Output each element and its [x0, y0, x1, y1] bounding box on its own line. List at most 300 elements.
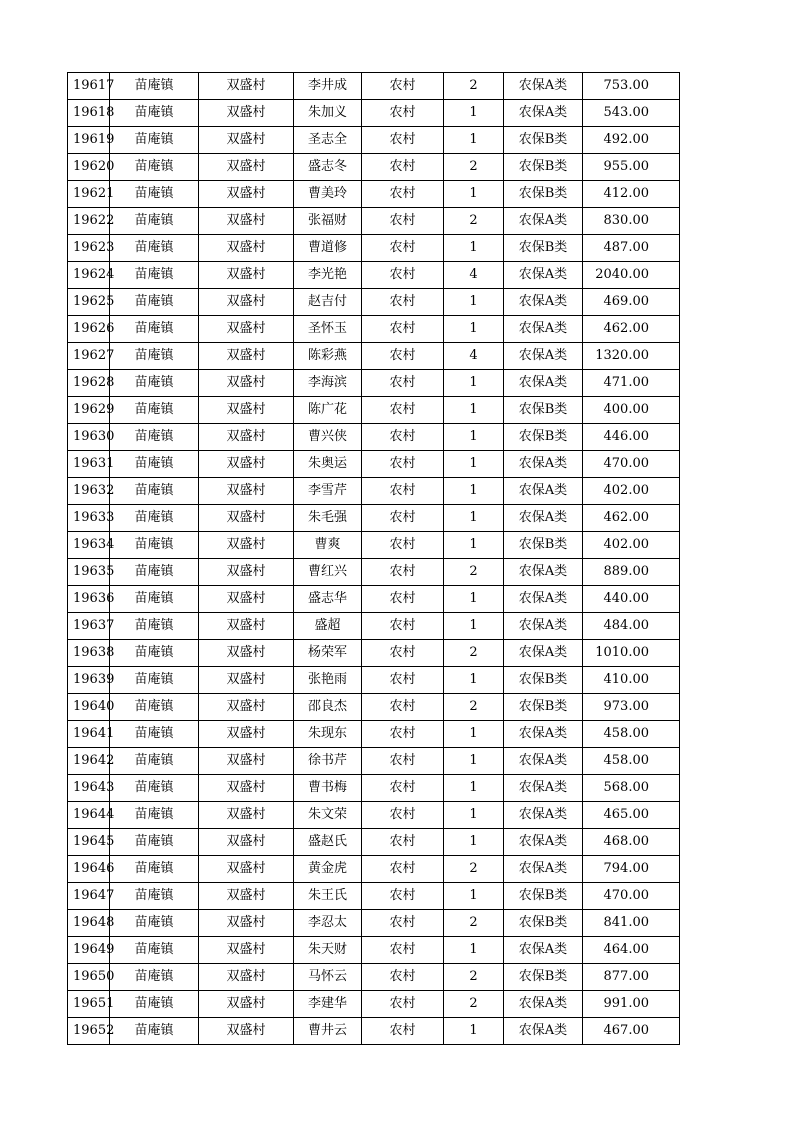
village-cell: 双盛村	[199, 883, 294, 910]
household-count-cell: 1	[444, 505, 504, 532]
name-cell: 曹红兴	[294, 559, 362, 586]
town-cell: 苗庵镇	[110, 748, 199, 775]
household-count-cell: 1	[444, 829, 504, 856]
name-cell: 盛超	[294, 613, 362, 640]
village-cell: 双盛村	[199, 208, 294, 235]
village-cell: 双盛村	[199, 424, 294, 451]
town-cell: 苗庵镇	[110, 235, 199, 262]
serial-number-cell: 19631	[68, 451, 110, 478]
table-row	[68, 694, 680, 721]
category-cell: 农保A类	[504, 991, 583, 1018]
serial-number-cell: 19646	[68, 856, 110, 883]
area-type-cell: 农村	[362, 883, 444, 910]
town-cell: 苗庵镇	[110, 667, 199, 694]
household-count-cell: 1	[444, 451, 504, 478]
name-cell: 黄金虎	[294, 856, 362, 883]
household-count-cell: 2	[444, 991, 504, 1018]
area-type-cell: 农村	[362, 235, 444, 262]
town-cell: 苗庵镇	[110, 181, 199, 208]
table-row	[68, 883, 680, 910]
table-row	[68, 100, 680, 127]
category-cell: 农保A类	[504, 586, 583, 613]
serial-number-cell: 19641	[68, 721, 110, 748]
category-cell: 农保A类	[504, 1018, 583, 1045]
village-cell: 双盛村	[199, 559, 294, 586]
category-cell: 农保B类	[504, 910, 583, 937]
serial-number-cell: 19627	[68, 343, 110, 370]
town-cell: 苗庵镇	[110, 883, 199, 910]
serial-number-cell: 19651	[68, 991, 110, 1018]
table-row	[68, 451, 680, 478]
household-count-cell: 2	[444, 856, 504, 883]
category-cell: 农保A类	[504, 316, 583, 343]
name-cell: 圣怀玉	[294, 316, 362, 343]
name-cell: 朱天财	[294, 937, 362, 964]
household-count-cell: 1	[444, 667, 504, 694]
amount-cell: 402.00	[583, 478, 680, 505]
area-type-cell: 农村	[362, 100, 444, 127]
category-cell: 农保B类	[504, 532, 583, 559]
category-cell: 农保A类	[504, 937, 583, 964]
village-cell: 双盛村	[199, 937, 294, 964]
table-row	[68, 154, 680, 181]
area-type-cell: 农村	[362, 127, 444, 154]
village-cell: 双盛村	[199, 667, 294, 694]
name-cell: 李井成	[294, 73, 362, 100]
household-count-cell: 1	[444, 586, 504, 613]
amount-cell: 2040.00	[583, 262, 680, 289]
table-row	[68, 586, 680, 613]
area-type-cell: 农村	[362, 181, 444, 208]
name-cell: 赵吉付	[294, 289, 362, 316]
table-row	[68, 775, 680, 802]
category-cell: 农保B类	[504, 667, 583, 694]
village-cell: 双盛村	[199, 100, 294, 127]
category-cell: 农保A类	[504, 775, 583, 802]
table-row	[68, 991, 680, 1018]
amount-cell: 889.00	[583, 559, 680, 586]
village-cell: 双盛村	[199, 748, 294, 775]
category-cell: 农保A类	[504, 640, 583, 667]
village-cell: 双盛村	[199, 802, 294, 829]
amount-cell: 471.00	[583, 370, 680, 397]
table-row	[68, 802, 680, 829]
category-cell: 农保A类	[504, 721, 583, 748]
village-cell: 双盛村	[199, 289, 294, 316]
amount-cell: 468.00	[583, 829, 680, 856]
amount-cell: 1010.00	[583, 640, 680, 667]
village-cell: 双盛村	[199, 181, 294, 208]
area-type-cell: 农村	[362, 856, 444, 883]
amount-cell: 830.00	[583, 208, 680, 235]
area-type-cell: 农村	[362, 262, 444, 289]
village-cell: 双盛村	[199, 154, 294, 181]
area-type-cell: 农村	[362, 505, 444, 532]
table-row	[68, 559, 680, 586]
data-table	[67, 72, 680, 1045]
area-type-cell: 农村	[362, 829, 444, 856]
area-type-cell: 农村	[362, 991, 444, 1018]
amount-cell: 568.00	[583, 775, 680, 802]
table-row	[68, 235, 680, 262]
table-row	[68, 262, 680, 289]
area-type-cell: 农村	[362, 208, 444, 235]
name-cell: 李忍太	[294, 910, 362, 937]
category-cell: 农保B类	[504, 694, 583, 721]
serial-number-cell: 19617	[68, 73, 110, 100]
town-cell: 苗庵镇	[110, 154, 199, 181]
name-cell: 陈广花	[294, 397, 362, 424]
amount-cell: 410.00	[583, 667, 680, 694]
name-cell: 盛赵氏	[294, 829, 362, 856]
town-cell: 苗庵镇	[110, 856, 199, 883]
table-body	[68, 73, 680, 1045]
town-cell: 苗庵镇	[110, 559, 199, 586]
table-row	[68, 937, 680, 964]
name-cell: 朱文荣	[294, 802, 362, 829]
table-row	[68, 613, 680, 640]
name-cell: 朱奥运	[294, 451, 362, 478]
town-cell: 苗庵镇	[110, 910, 199, 937]
serial-number-cell: 19623	[68, 235, 110, 262]
amount-cell: 1320.00	[583, 343, 680, 370]
table-row	[68, 208, 680, 235]
serial-number-cell: 19630	[68, 424, 110, 451]
serial-number-cell: 19619	[68, 127, 110, 154]
category-cell: 农保B类	[504, 397, 583, 424]
household-count-cell: 4	[444, 262, 504, 289]
village-cell: 双盛村	[199, 910, 294, 937]
area-type-cell: 农村	[362, 613, 444, 640]
household-count-cell: 1	[444, 316, 504, 343]
amount-cell: 543.00	[583, 100, 680, 127]
amount-cell: 470.00	[583, 451, 680, 478]
area-type-cell: 农村	[362, 451, 444, 478]
area-type-cell: 农村	[362, 964, 444, 991]
town-cell: 苗庵镇	[110, 829, 199, 856]
town-cell: 苗庵镇	[110, 424, 199, 451]
town-cell: 苗庵镇	[110, 73, 199, 100]
household-count-cell: 2	[444, 910, 504, 937]
village-cell: 双盛村	[199, 775, 294, 802]
name-cell: 李海滨	[294, 370, 362, 397]
serial-number-cell: 19629	[68, 397, 110, 424]
serial-number-cell: 19625	[68, 289, 110, 316]
town-cell: 苗庵镇	[110, 478, 199, 505]
area-type-cell: 农村	[362, 775, 444, 802]
town-cell: 苗庵镇	[110, 937, 199, 964]
household-count-cell: 1	[444, 613, 504, 640]
serial-number-cell: 19626	[68, 316, 110, 343]
household-count-cell: 1	[444, 235, 504, 262]
town-cell: 苗庵镇	[110, 964, 199, 991]
area-type-cell: 农村	[362, 1018, 444, 1045]
amount-cell: 402.00	[583, 532, 680, 559]
serial-number-cell: 19640	[68, 694, 110, 721]
town-cell: 苗庵镇	[110, 640, 199, 667]
area-type-cell: 农村	[362, 586, 444, 613]
amount-cell: 487.00	[583, 235, 680, 262]
serial-number-cell: 19649	[68, 937, 110, 964]
table-row	[68, 532, 680, 559]
category-cell: 农保A类	[504, 856, 583, 883]
category-cell: 农保A类	[504, 208, 583, 235]
area-type-cell: 农村	[362, 802, 444, 829]
serial-number-cell: 19637	[68, 613, 110, 640]
household-count-cell: 1	[444, 802, 504, 829]
household-count-cell: 2	[444, 964, 504, 991]
household-count-cell: 1	[444, 532, 504, 559]
table-row	[68, 127, 680, 154]
amount-cell: 484.00	[583, 613, 680, 640]
name-cell: 李建华	[294, 991, 362, 1018]
table-row	[68, 748, 680, 775]
village-cell: 双盛村	[199, 1018, 294, 1045]
town-cell: 苗庵镇	[110, 586, 199, 613]
serial-number-cell: 19628	[68, 370, 110, 397]
category-cell: 农保A类	[504, 289, 583, 316]
table-row	[68, 397, 680, 424]
name-cell: 邵良杰	[294, 694, 362, 721]
area-type-cell: 农村	[362, 532, 444, 559]
amount-cell: 462.00	[583, 505, 680, 532]
village-cell: 双盛村	[199, 397, 294, 424]
area-type-cell: 农村	[362, 424, 444, 451]
name-cell: 杨荣军	[294, 640, 362, 667]
household-count-cell: 1	[444, 181, 504, 208]
table-row	[68, 1018, 680, 1045]
name-cell: 曹道修	[294, 235, 362, 262]
serial-number-cell: 19618	[68, 100, 110, 127]
village-cell: 双盛村	[199, 640, 294, 667]
name-cell: 李雪芹	[294, 478, 362, 505]
serial-number-cell: 19632	[68, 478, 110, 505]
household-count-cell: 1	[444, 397, 504, 424]
serial-number-cell: 19621	[68, 181, 110, 208]
town-cell: 苗庵镇	[110, 370, 199, 397]
table-row	[68, 829, 680, 856]
serial-number-cell: 19633	[68, 505, 110, 532]
serial-number-cell: 19636	[68, 586, 110, 613]
category-cell: 农保A类	[504, 559, 583, 586]
area-type-cell: 农村	[362, 343, 444, 370]
table-row	[68, 424, 680, 451]
area-type-cell: 农村	[362, 397, 444, 424]
area-type-cell: 农村	[362, 721, 444, 748]
household-count-cell: 1	[444, 424, 504, 451]
village-cell: 双盛村	[199, 991, 294, 1018]
amount-cell: 467.00	[583, 1018, 680, 1045]
household-count-cell: 1	[444, 370, 504, 397]
name-cell: 曹美玲	[294, 181, 362, 208]
household-count-cell: 1	[444, 937, 504, 964]
name-cell: 朱王氏	[294, 883, 362, 910]
category-cell: 农保A类	[504, 802, 583, 829]
name-cell: 马怀云	[294, 964, 362, 991]
category-cell: 农保B类	[504, 127, 583, 154]
serial-number-cell: 19624	[68, 262, 110, 289]
table-row	[68, 640, 680, 667]
name-cell: 李光艳	[294, 262, 362, 289]
category-cell: 农保B类	[504, 154, 583, 181]
household-count-cell: 2	[444, 208, 504, 235]
household-count-cell: 4	[444, 343, 504, 370]
table-row	[68, 316, 680, 343]
serial-number-cell: 19620	[68, 154, 110, 181]
village-cell: 双盛村	[199, 829, 294, 856]
category-cell: 农保A类	[504, 613, 583, 640]
amount-cell: 470.00	[583, 883, 680, 910]
name-cell: 徐书芹	[294, 748, 362, 775]
amount-cell: 469.00	[583, 289, 680, 316]
area-type-cell: 农村	[362, 478, 444, 505]
area-type-cell: 农村	[362, 748, 444, 775]
household-count-cell: 1	[444, 721, 504, 748]
category-cell: 农保A类	[504, 505, 583, 532]
household-count-cell: 1	[444, 883, 504, 910]
serial-number-cell: 19652	[68, 1018, 110, 1045]
household-count-cell: 2	[444, 640, 504, 667]
household-count-cell: 2	[444, 73, 504, 100]
category-cell: 农保A类	[504, 100, 583, 127]
name-cell: 圣志全	[294, 127, 362, 154]
household-count-cell: 1	[444, 775, 504, 802]
table-row	[68, 478, 680, 505]
household-count-cell: 1	[444, 100, 504, 127]
category-cell: 农保B类	[504, 181, 583, 208]
household-count-cell: 1	[444, 478, 504, 505]
town-cell: 苗庵镇	[110, 397, 199, 424]
village-cell: 双盛村	[199, 478, 294, 505]
name-cell: 张福财	[294, 208, 362, 235]
amount-cell: 973.00	[583, 694, 680, 721]
serial-number-cell: 19639	[68, 667, 110, 694]
town-cell: 苗庵镇	[110, 289, 199, 316]
village-cell: 双盛村	[199, 127, 294, 154]
amount-cell: 753.00	[583, 73, 680, 100]
amount-cell: 464.00	[583, 937, 680, 964]
village-cell: 双盛村	[199, 505, 294, 532]
village-cell: 双盛村	[199, 262, 294, 289]
village-cell: 双盛村	[199, 370, 294, 397]
household-count-cell: 2	[444, 559, 504, 586]
area-type-cell: 农村	[362, 73, 444, 100]
table-row	[68, 667, 680, 694]
area-type-cell: 农村	[362, 640, 444, 667]
table-row	[68, 289, 680, 316]
table-row	[68, 964, 680, 991]
village-cell: 双盛村	[199, 343, 294, 370]
amount-cell: 462.00	[583, 316, 680, 343]
village-cell: 双盛村	[199, 613, 294, 640]
town-cell: 苗庵镇	[110, 100, 199, 127]
amount-cell: 458.00	[583, 721, 680, 748]
category-cell: 农保A类	[504, 370, 583, 397]
serial-number-cell: 19648	[68, 910, 110, 937]
serial-number-cell: 19642	[68, 748, 110, 775]
serial-number-cell: 19647	[68, 883, 110, 910]
amount-cell: 412.00	[583, 181, 680, 208]
town-cell: 苗庵镇	[110, 532, 199, 559]
village-cell: 双盛村	[199, 856, 294, 883]
amount-cell: 465.00	[583, 802, 680, 829]
table-row	[68, 343, 680, 370]
amount-cell: 955.00	[583, 154, 680, 181]
household-count-cell: 1	[444, 1018, 504, 1045]
name-cell: 张艳雨	[294, 667, 362, 694]
category-cell: 农保B类	[504, 964, 583, 991]
village-cell: 双盛村	[199, 316, 294, 343]
area-type-cell: 农村	[362, 370, 444, 397]
category-cell: 农保A类	[504, 478, 583, 505]
category-cell: 农保B类	[504, 424, 583, 451]
household-count-cell: 2	[444, 154, 504, 181]
town-cell: 苗庵镇	[110, 1018, 199, 1045]
area-type-cell: 农村	[362, 937, 444, 964]
name-cell: 盛志华	[294, 586, 362, 613]
table-row	[68, 910, 680, 937]
village-cell: 双盛村	[199, 235, 294, 262]
amount-cell: 991.00	[583, 991, 680, 1018]
town-cell: 苗庵镇	[110, 208, 199, 235]
amount-cell: 440.00	[583, 586, 680, 613]
amount-cell: 794.00	[583, 856, 680, 883]
serial-number-cell: 19650	[68, 964, 110, 991]
area-type-cell: 农村	[362, 289, 444, 316]
town-cell: 苗庵镇	[110, 613, 199, 640]
name-cell: 朱毛强	[294, 505, 362, 532]
serial-number-cell: 19638	[68, 640, 110, 667]
town-cell: 苗庵镇	[110, 343, 199, 370]
household-count-cell: 1	[444, 289, 504, 316]
town-cell: 苗庵镇	[110, 694, 199, 721]
area-type-cell: 农村	[362, 559, 444, 586]
amount-cell: 877.00	[583, 964, 680, 991]
name-cell: 曹爽	[294, 532, 362, 559]
area-type-cell: 农村	[362, 316, 444, 343]
village-cell: 双盛村	[199, 532, 294, 559]
amount-cell: 400.00	[583, 397, 680, 424]
village-cell: 双盛村	[199, 451, 294, 478]
town-cell: 苗庵镇	[110, 775, 199, 802]
area-type-cell: 农村	[362, 910, 444, 937]
village-cell: 双盛村	[199, 586, 294, 613]
amount-cell: 458.00	[583, 748, 680, 775]
area-type-cell: 农村	[362, 154, 444, 181]
table-row	[68, 505, 680, 532]
name-cell: 朱现东	[294, 721, 362, 748]
town-cell: 苗庵镇	[110, 802, 199, 829]
serial-number-cell: 19643	[68, 775, 110, 802]
name-cell: 曹书梅	[294, 775, 362, 802]
amount-cell: 492.00	[583, 127, 680, 154]
name-cell: 盛志冬	[294, 154, 362, 181]
town-cell: 苗庵镇	[110, 262, 199, 289]
serial-number-cell: 19644	[68, 802, 110, 829]
name-cell: 曹井云	[294, 1018, 362, 1045]
table-row	[68, 181, 680, 208]
town-cell: 苗庵镇	[110, 451, 199, 478]
village-cell: 双盛村	[199, 73, 294, 100]
serial-number-cell: 19622	[68, 208, 110, 235]
table-row	[68, 370, 680, 397]
category-cell: 农保A类	[504, 262, 583, 289]
town-cell: 苗庵镇	[110, 721, 199, 748]
village-cell: 双盛村	[199, 964, 294, 991]
table-row	[68, 856, 680, 883]
category-cell: 农保A类	[504, 748, 583, 775]
village-cell: 双盛村	[199, 694, 294, 721]
